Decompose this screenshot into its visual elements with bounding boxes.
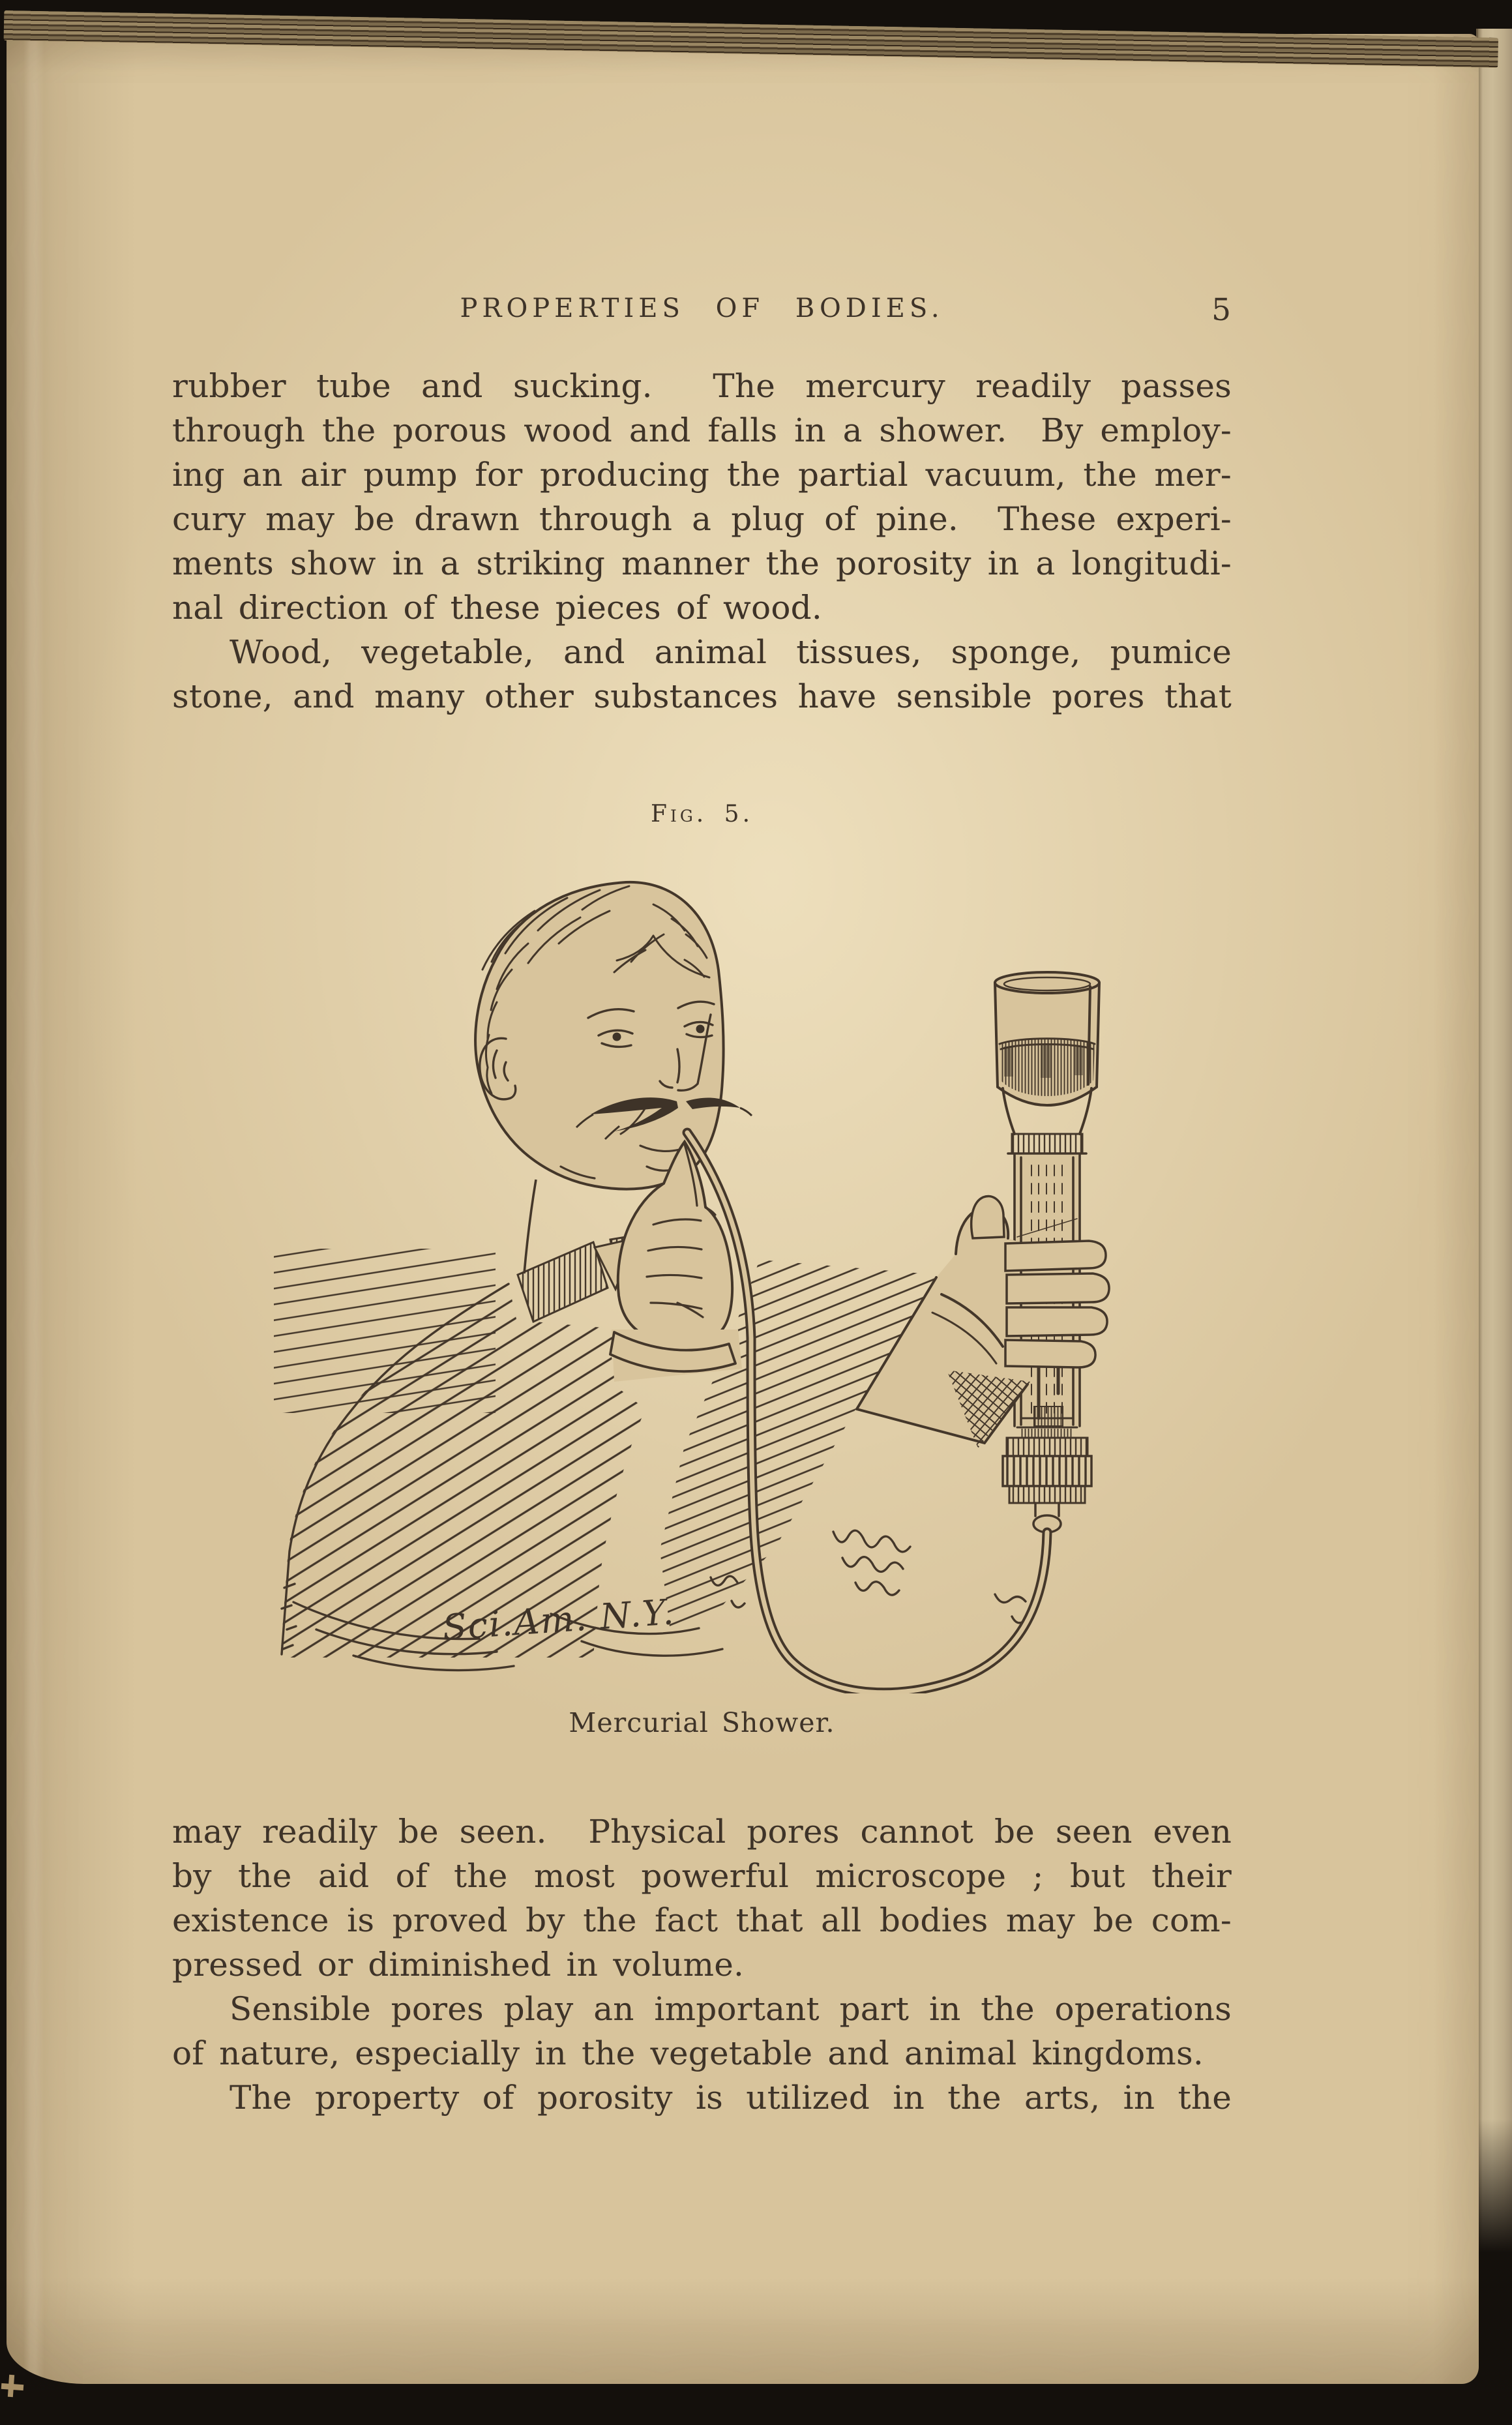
tube-nipple — [1035, 1503, 1059, 1516]
text-line: through the porous wood and falls in a shower. By employ- — [172, 411, 1232, 449]
figure-caption: Mercurial Shower. — [569, 1707, 835, 1738]
text-line: existence is proved by the fact that all bodies may be com- — [172, 1901, 1232, 1939]
text-line: rubber tube and sucking. The mercury readily passes — [172, 367, 1232, 405]
cover-edge-mark — [8, 2375, 14, 2397]
text-block-lower — [172, 1809, 1232, 2120]
left-eye — [613, 1033, 621, 1041]
book-page-edges-right — [1476, 29, 1512, 2265]
right-eye — [696, 1025, 705, 1034]
text-line: Sensible pores play an important part in the operations — [230, 1990, 1232, 2028]
book-page — [7, 34, 1479, 2384]
text-line: may readily be seen. Physical pores cannot be seen even — [172, 1813, 1232, 1851]
engraving-signature: Sci.Am. N.Y. — [441, 1591, 677, 1648]
thumb — [971, 1197, 1004, 1238]
text-line: Wood, vegetable, and animal tissues, sponge, pumice — [230, 633, 1232, 671]
text-line: stone, and many other substances have sensible pores that — [172, 677, 1232, 715]
finger — [1007, 1273, 1109, 1303]
text-line: nal direction of these pieces of wood. — [172, 589, 822, 627]
finger — [1005, 1340, 1095, 1367]
cap-flange-bottom — [1009, 1486, 1085, 1503]
text-line: The property of porosity is utilized in the arts, in the — [230, 2079, 1232, 2117]
page-number: 5 — [1211, 292, 1232, 328]
running-head: PROPERTIES OF BODIES. — [460, 293, 944, 323]
text-line: pressed or diminished in volume. — [172, 1946, 745, 1984]
text-block-upper — [172, 364, 1232, 719]
figure-illustration-mercurial-shower — [254, 872, 1200, 1693]
page-header — [172, 293, 1232, 333]
text-line: of nature, especially in the vegetable and animal kingdoms. — [172, 2034, 1204, 2072]
figure-label: Fig. 5. — [650, 801, 754, 827]
finger — [1005, 1241, 1106, 1271]
text-line: ments show in a striking manner the porosity in a longitudi- — [172, 544, 1232, 582]
text-line: cury may be drawn through a plug of pine. These experi- — [172, 500, 1232, 538]
knurled-cap — [1003, 1456, 1091, 1486]
cap-flange-top — [1007, 1438, 1088, 1456]
text-line: ing an air pump for producing the partial vacuum, the mer- — [172, 456, 1232, 494]
finger — [1007, 1307, 1107, 1336]
page-edges-shadow — [1476, 2119, 1512, 2276]
text-line: by the aid of the most powerful microscope ; but their — [172, 1857, 1232, 1895]
